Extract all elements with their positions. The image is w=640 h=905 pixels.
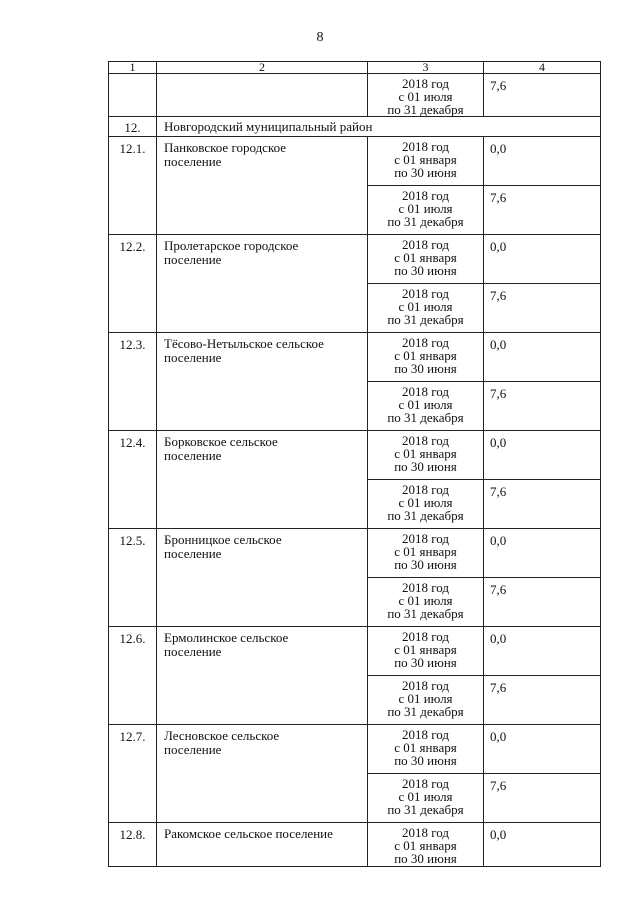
- value-cell: 0,0: [484, 137, 601, 186]
- period-cell: [368, 74, 484, 117]
- text-line: поселение: [164, 742, 222, 757]
- text-line: Бронницкое сельское: [164, 532, 282, 547]
- text-line: с 01 июля: [398, 495, 453, 510]
- settlement-name: [157, 431, 368, 529]
- region-name: Новгородский муниципальный район: [157, 117, 601, 137]
- text-line: с 01 января: [394, 740, 457, 755]
- text-line: по 30 июня: [394, 655, 457, 670]
- column-header-2: 2: [157, 62, 368, 74]
- row-number: 12.1.: [109, 137, 157, 235]
- settlement-row: [109, 823, 601, 867]
- text-line: по 30 июня: [394, 459, 457, 474]
- text-line: Панковское городское: [164, 140, 287, 155]
- period-cell: [368, 382, 484, 431]
- period-cell: [368, 578, 484, 627]
- text-line: 2018 год: [402, 482, 449, 497]
- text-line: 2018 год: [402, 335, 449, 350]
- settlement-name: [157, 235, 368, 333]
- row-number: 12.5.: [109, 529, 157, 627]
- text-line: Ракомское сельское поселение: [164, 826, 333, 841]
- value-cell: 7,6: [484, 578, 601, 627]
- text-line: по 30 июня: [394, 557, 457, 572]
- carry-over-row: [109, 74, 601, 117]
- text-line: по 31 декабря: [387, 214, 464, 229]
- text-line: поселение: [164, 546, 222, 561]
- text-line: по 31 декабря: [387, 606, 464, 621]
- period-cell: [368, 186, 484, 235]
- value-cell: 7,6: [484, 284, 601, 333]
- text-line: по 30 июня: [394, 165, 457, 180]
- text-line: с 01 июля: [398, 397, 453, 412]
- value-cell: 0,0: [484, 627, 601, 676]
- text-line: поселение: [164, 644, 222, 659]
- value-cell: 0,0: [484, 529, 601, 578]
- settlement-row: [109, 137, 601, 186]
- text-line: с 01 июля: [398, 593, 453, 608]
- row-number: 12.2.: [109, 235, 157, 333]
- settlement-row: [109, 529, 601, 578]
- text-line: Ермолинское сельское: [164, 630, 289, 645]
- period-cell: [368, 774, 484, 823]
- text-line: по 31 декабря: [387, 410, 464, 425]
- value-cell: 7,6: [484, 186, 601, 235]
- settlement-row: [109, 333, 601, 382]
- text-line: по 31 декабря: [387, 704, 464, 719]
- column-header-1: 1: [109, 62, 157, 74]
- text-line: Пролетарское городское: [164, 238, 299, 253]
- text-line: 2018 год: [402, 678, 449, 693]
- text-line: поселение: [164, 154, 222, 169]
- row-number: 12.7.: [109, 725, 157, 823]
- value-cell: 0,0: [484, 823, 601, 867]
- settlement-row: [109, 725, 601, 774]
- text-line: 2018 год: [402, 580, 449, 595]
- text-line: с 01 января: [394, 838, 457, 853]
- text-line: по 31 декабря: [387, 802, 464, 817]
- value-cell: 0,0: [484, 431, 601, 480]
- column-header-4: 4: [484, 62, 601, 74]
- text-line: с 01 января: [394, 348, 457, 363]
- text-line: 2018 год: [402, 139, 449, 154]
- text-line: по 30 июня: [394, 361, 457, 376]
- region-number: 12.: [109, 117, 157, 137]
- carry-num-cell: [109, 74, 157, 117]
- text-line: 2018 год: [402, 286, 449, 301]
- value-cell: 7,6: [484, 382, 601, 431]
- row-number: 12.4.: [109, 431, 157, 529]
- period-cell: [368, 529, 484, 578]
- period-cell: [368, 627, 484, 676]
- value-cell: 0,0: [484, 235, 601, 284]
- period-cell: [368, 235, 484, 284]
- column-header-3: 3: [368, 62, 484, 74]
- settlement-row: [109, 627, 601, 676]
- text-line: 2018 год: [402, 531, 449, 546]
- text-line: по 30 июня: [394, 263, 457, 278]
- period-cell: [368, 284, 484, 333]
- settlement-name: [157, 137, 368, 235]
- header-row: [109, 62, 601, 74]
- period-cell: [368, 137, 484, 186]
- text-line: с 01 июля: [398, 299, 453, 314]
- settlement-name: [157, 823, 368, 867]
- settlement-row: [109, 235, 601, 284]
- text-line: по 31 декабря: [387, 312, 464, 327]
- page-number: 8: [316, 30, 324, 45]
- settlement-name: [157, 333, 368, 431]
- value-cell: 0,0: [484, 333, 601, 382]
- text-line: по 31 декабря: [387, 508, 464, 523]
- text-line: 2018 год: [402, 825, 449, 840]
- text-line: с 01 января: [394, 642, 457, 657]
- period-line: с 01 июля: [398, 89, 453, 104]
- text-line: поселение: [164, 252, 222, 267]
- row-number: 12.6.: [109, 627, 157, 725]
- text-line: с 01 января: [394, 544, 457, 559]
- text-line: 2018 год: [402, 776, 449, 791]
- text-line: с 01 января: [394, 250, 457, 265]
- value-cell: 7,6: [484, 676, 601, 725]
- row-number: 12.3.: [109, 333, 157, 431]
- settlement-row: [109, 431, 601, 480]
- text-line: 2018 год: [402, 384, 449, 399]
- text-line: по 30 июня: [394, 851, 457, 866]
- carry-name-cell: [157, 74, 368, 117]
- settlement-name: [157, 529, 368, 627]
- value-cell: 7,6: [484, 74, 601, 117]
- text-line: 2018 год: [402, 629, 449, 644]
- text-line: 2018 год: [402, 237, 449, 252]
- period-line: по 31 декабря: [387, 102, 464, 117]
- text-line: с 01 января: [394, 152, 457, 167]
- text-line: Лесновское сельское: [164, 728, 280, 743]
- settlements-table: [108, 61, 601, 867]
- text-line: Тёсово-Нетыльское сельское: [164, 336, 324, 351]
- row-number: 12.8.: [109, 823, 157, 867]
- text-line: 2018 год: [402, 433, 449, 448]
- period-cell: [368, 676, 484, 725]
- period-cell: [368, 431, 484, 480]
- text-line: по 30 июня: [394, 753, 457, 768]
- text-line: с 01 января: [394, 446, 457, 461]
- period-cell: [368, 333, 484, 382]
- text-line: с 01 июля: [398, 201, 453, 216]
- text-line: Борковское сельское: [164, 434, 278, 449]
- region-row: [109, 117, 601, 137]
- settlement-name: [157, 725, 368, 823]
- text-line: поселение: [164, 350, 222, 365]
- text-line: 2018 год: [402, 727, 449, 742]
- text-line: 2018 год: [402, 188, 449, 203]
- settlement-name: [157, 627, 368, 725]
- period-cell: [368, 823, 484, 867]
- value-cell: 7,6: [484, 480, 601, 529]
- period-cell: [368, 480, 484, 529]
- text-line: с 01 июля: [398, 691, 453, 706]
- period-cell: [368, 725, 484, 774]
- text-line: поселение: [164, 448, 222, 463]
- period-line: 2018 год: [402, 76, 449, 91]
- value-cell: 0,0: [484, 725, 601, 774]
- value-cell: 7,6: [484, 774, 601, 823]
- text-line: с 01 июля: [398, 789, 453, 804]
